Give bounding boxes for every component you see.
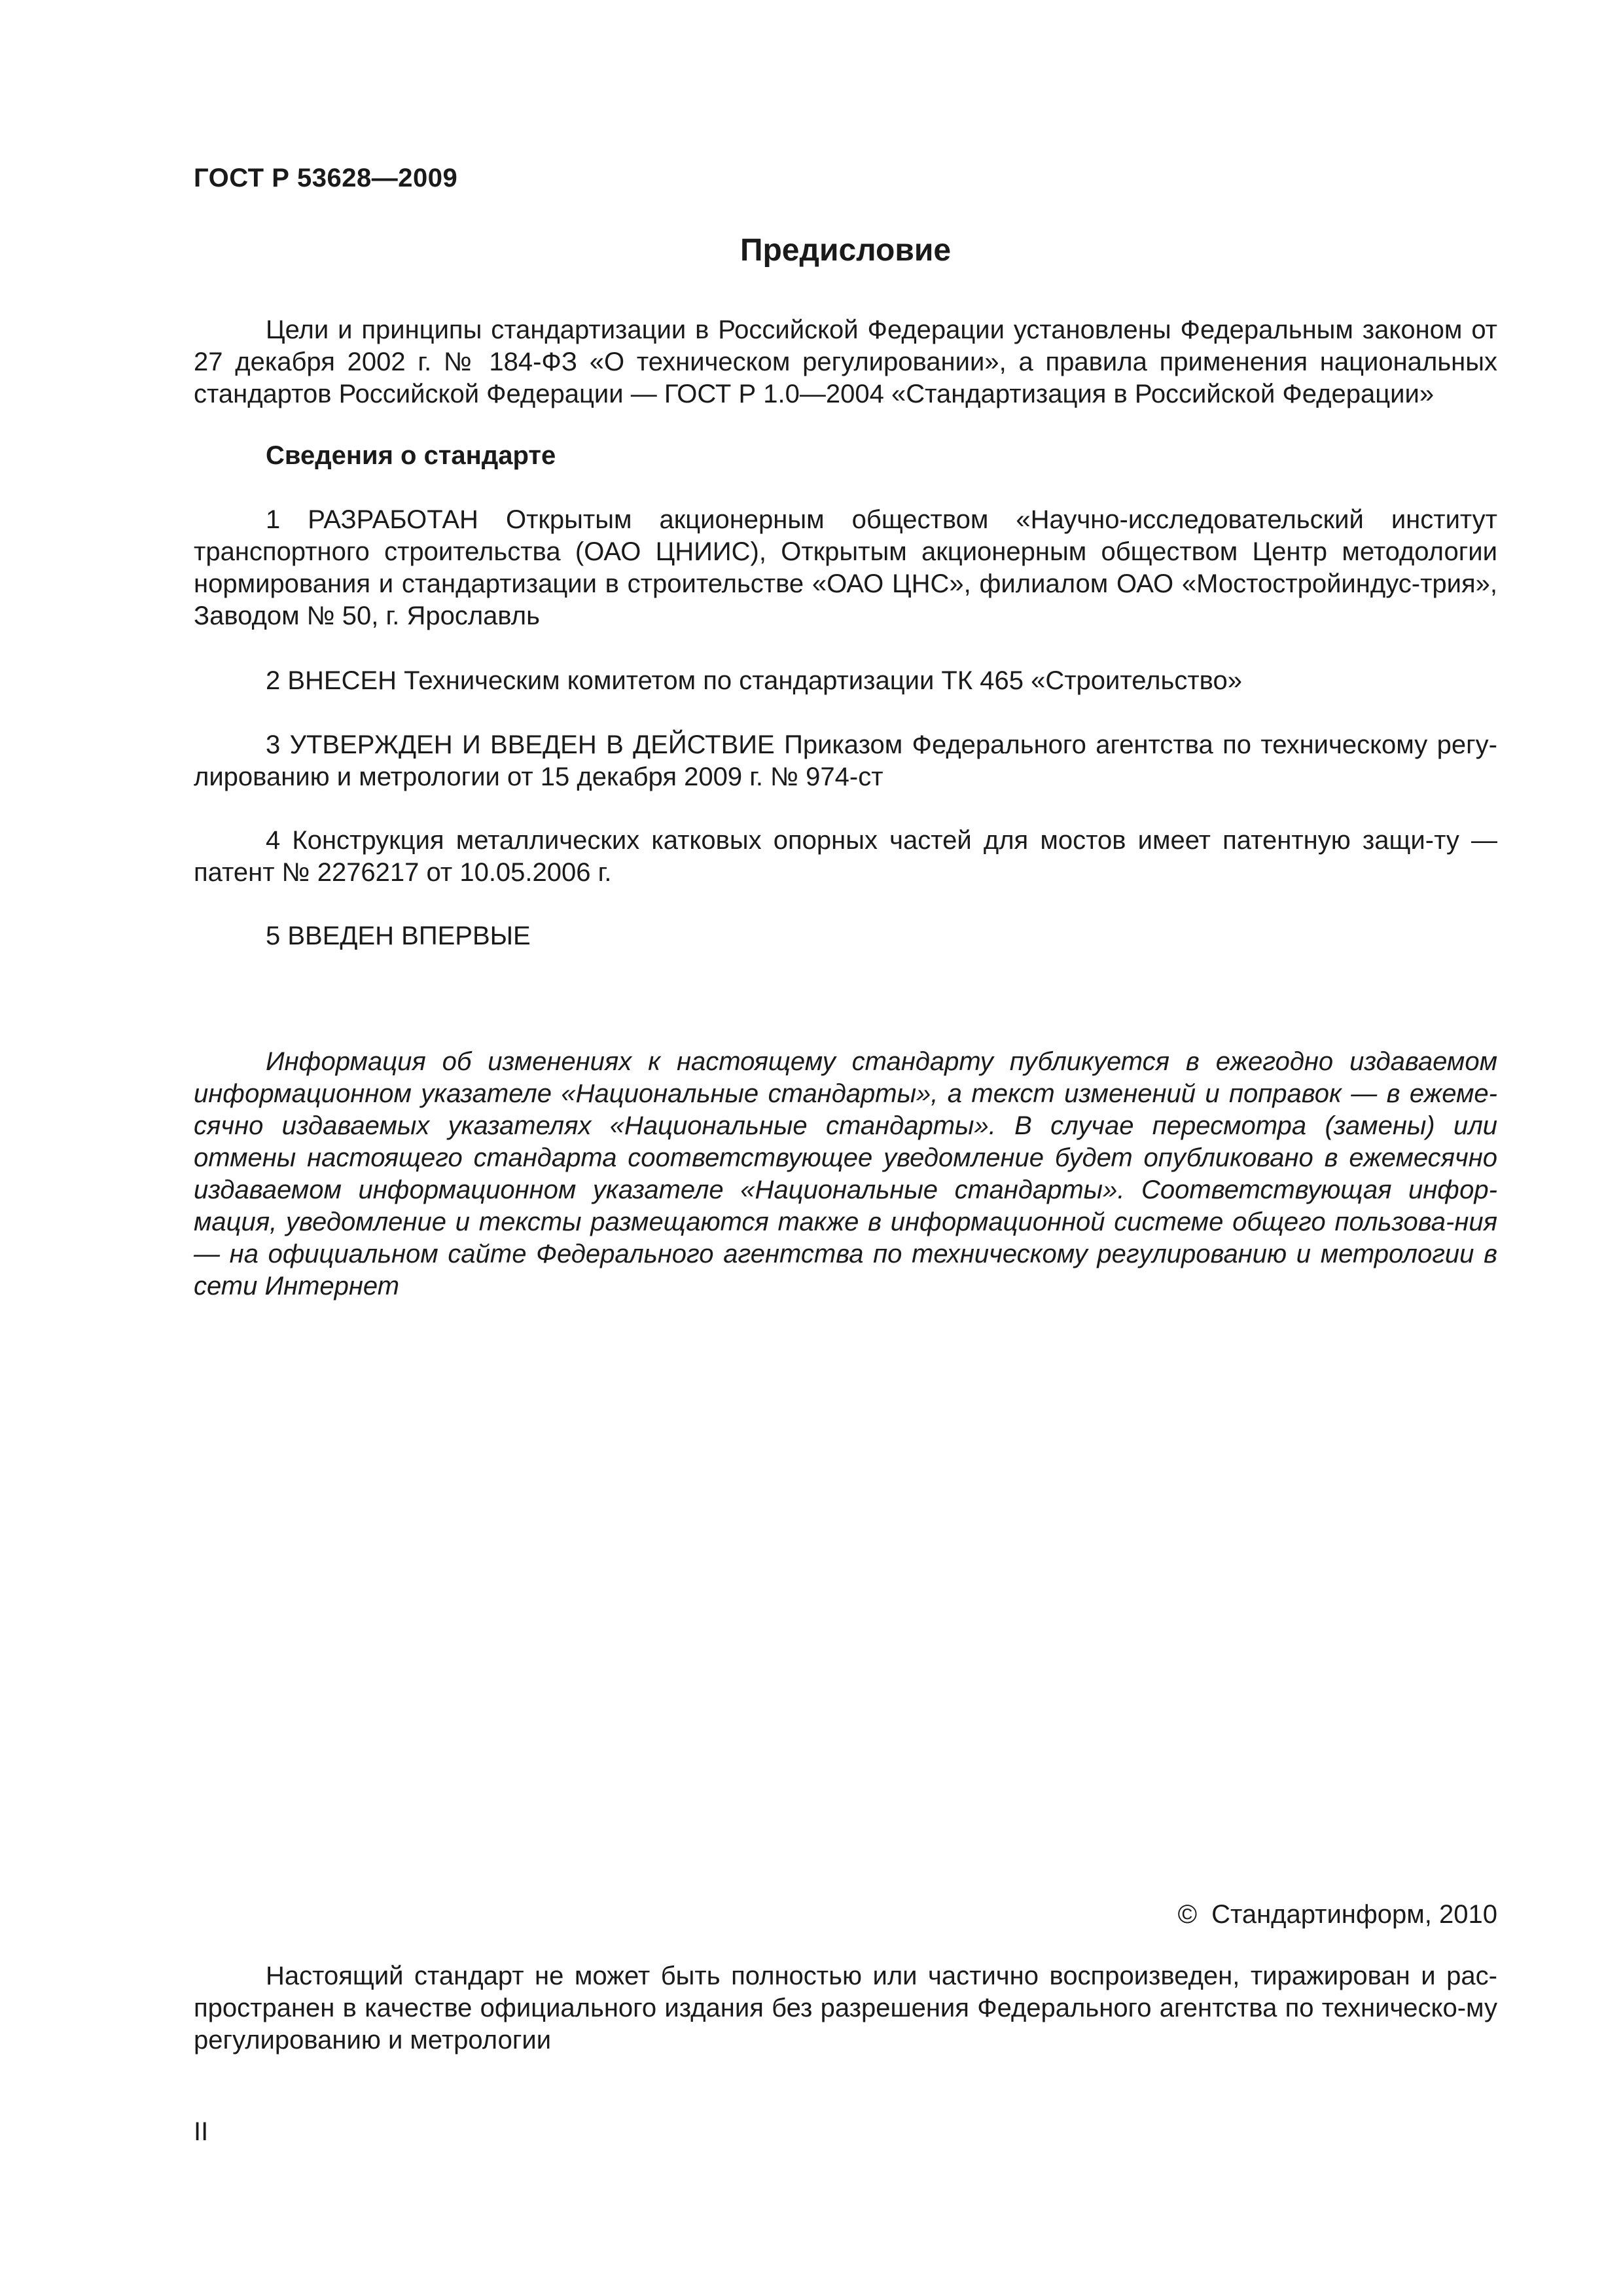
intro-paragraph: Цели и принципы стандартизации в Российской Федерации установлены Федеральным законом от 27 декабря 2002 г. № 184-ФЗ «О техническом регулировании», а правила применения национальных стандартов Российской Федерации — ГОСТ Р 1.0—2004 «Стандартизация в Российской Федерации» xyxy=(194,315,1497,408)
changes-notice: Информация об изменениях к настоящему стандарту публикуется в ежегодно издаваемом информационном указателе «Национальные стандарты», а текст изменений и поправок — в ежеме-сячно издаваемых указателях «Национальные стандарты». В случае пересмотра (замены) или отмены настоящего стандарта соответствующее уведомление будет опубликовано в ежемесячно издаваемом информационном указателе «Национальные стандарты». Соответствующая инфор-мация, уведомление и тексты размещаются также в информационной системе общего пользова-ния — на официальном сайте Федерального агентства по техническому регулированию и метрологии в сети Интернет xyxy=(194,1047,1497,1300)
copyright-icon: © xyxy=(1177,1900,1198,1929)
info-item-5: 5 ВВЕДЕН ВПЕРВЫЕ xyxy=(266,922,531,950)
info-item-2: 2 ВНЕСЕН Техническим комитетом по стандартизации ТК 465 «Строительство» xyxy=(266,666,1242,695)
page-title: Предисловие xyxy=(740,233,952,268)
copyright-line xyxy=(1178,1900,1497,1929)
document-code: ГОСТ Р 53628—2009 xyxy=(194,164,458,192)
rights-notice: Настоящий стандарт не может быть полностью или частично воспроизведен, тиражирован и рас-пространен в качестве официального издания без разрешения Федерального агентства по техническо-му регулированию и метрологии xyxy=(194,1962,1497,2054)
info-item-1: 1 РАЗРАБОТАН Открытым акционерным обществом «Научно-исследовательский институт транспортного строительства (ОАО ЦНИИС), Открытым акционерным обществом Центр методологии нормирования и стандартизации в строительстве «ОАО ЦНС», филиалом ОАО «Мостостройиндус-трия», Заводом № 50, г. Ярославль xyxy=(194,505,1497,630)
copyright-text: Стандартинформ, 2010 xyxy=(1211,1900,1497,1929)
info-item-4: 4 Конструкция металлических катковых опорных частей для мостов имеет патентную защи-ту — патент № 2276217 от 10.05.2006 г. xyxy=(194,826,1497,887)
section-heading: Сведения о стандарте xyxy=(266,441,556,470)
page-number: II xyxy=(194,2117,209,2146)
info-item-3: 3 УТВЕРЖДЕН И ВВЕДЕН В ДЕЙСТВИЕ Приказом Федерального агентства по техническому регу-лированию и метрологии от 15 декабря 2009 г. № 974-ст xyxy=(194,730,1497,791)
